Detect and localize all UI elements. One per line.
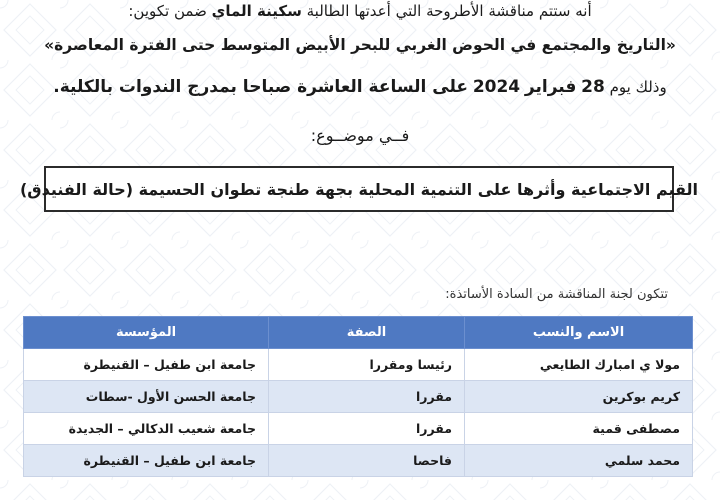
table-header-row (24, 317, 693, 349)
announcement-line (0, 2, 720, 20)
member-role: مقررا (269, 413, 465, 445)
member-name: كريم بوكرين (465, 381, 693, 413)
schedule-month: فبراير (524, 77, 577, 97)
committee-intro: تتكون لجنة المناقشة من السادة الأساتذة: (445, 287, 668, 302)
schedule-prefix: وذلك يوم (609, 78, 667, 96)
member-role: فاحصا (269, 445, 465, 477)
member-name: مولا ي امبارك الطايعي (465, 349, 693, 381)
table-row (24, 413, 693, 445)
header-institution: المؤسسة (24, 317, 269, 349)
schedule-year: 2024 (472, 77, 521, 97)
topic-box (19, 166, 699, 212)
topic-title: القيم الاجتماعية وأثرها على التنمية المحلية بجهة طنجة تطوان الحسيمة (حالة الفنيدق) (19, 179, 699, 199)
table-row (24, 349, 693, 381)
member-name: مصطفى قمية (465, 413, 693, 445)
schedule-line (0, 77, 720, 97)
table-row (24, 381, 693, 413)
committee-table (23, 316, 693, 477)
member-role: رئيسا ومقررا (269, 349, 465, 381)
schedule-day: 28 (581, 77, 605, 97)
member-name: محمد سلمي (465, 445, 693, 477)
header-name: الاسم والنسب (465, 317, 693, 349)
member-institution: جامعة ابن طفيل – القنيطرة (24, 349, 269, 381)
member-institution: جامعة الحسن الأول -سطات (24, 381, 269, 413)
program-title: «التاريخ والمجتمع في الحوض الغربي للبحر الأبيض المتوسط حتى الفترة المعاصرة» (44, 36, 676, 54)
within-prefix: ضمن تكوين: (128, 2, 207, 20)
topic-label: فــي موضــوع: (310, 126, 410, 145)
table-row (24, 445, 693, 477)
member-role: مقررا (269, 381, 465, 413)
schedule-suffix: على الساعة العاشرة صباحا بمدرج الندوات بالكلية. (53, 77, 469, 97)
member-institution: جامعة شعيب الدكالي – الجديدة (24, 413, 269, 445)
header-role: الصفة (269, 317, 465, 349)
student-name: سكينة الماي (211, 2, 302, 20)
intro-text: أنه ستتم مناقشة الأطروحة التي أعدتها الطالبة (306, 2, 592, 20)
member-institution: جامعة ابن طفيل – القنيطرة (24, 445, 269, 477)
